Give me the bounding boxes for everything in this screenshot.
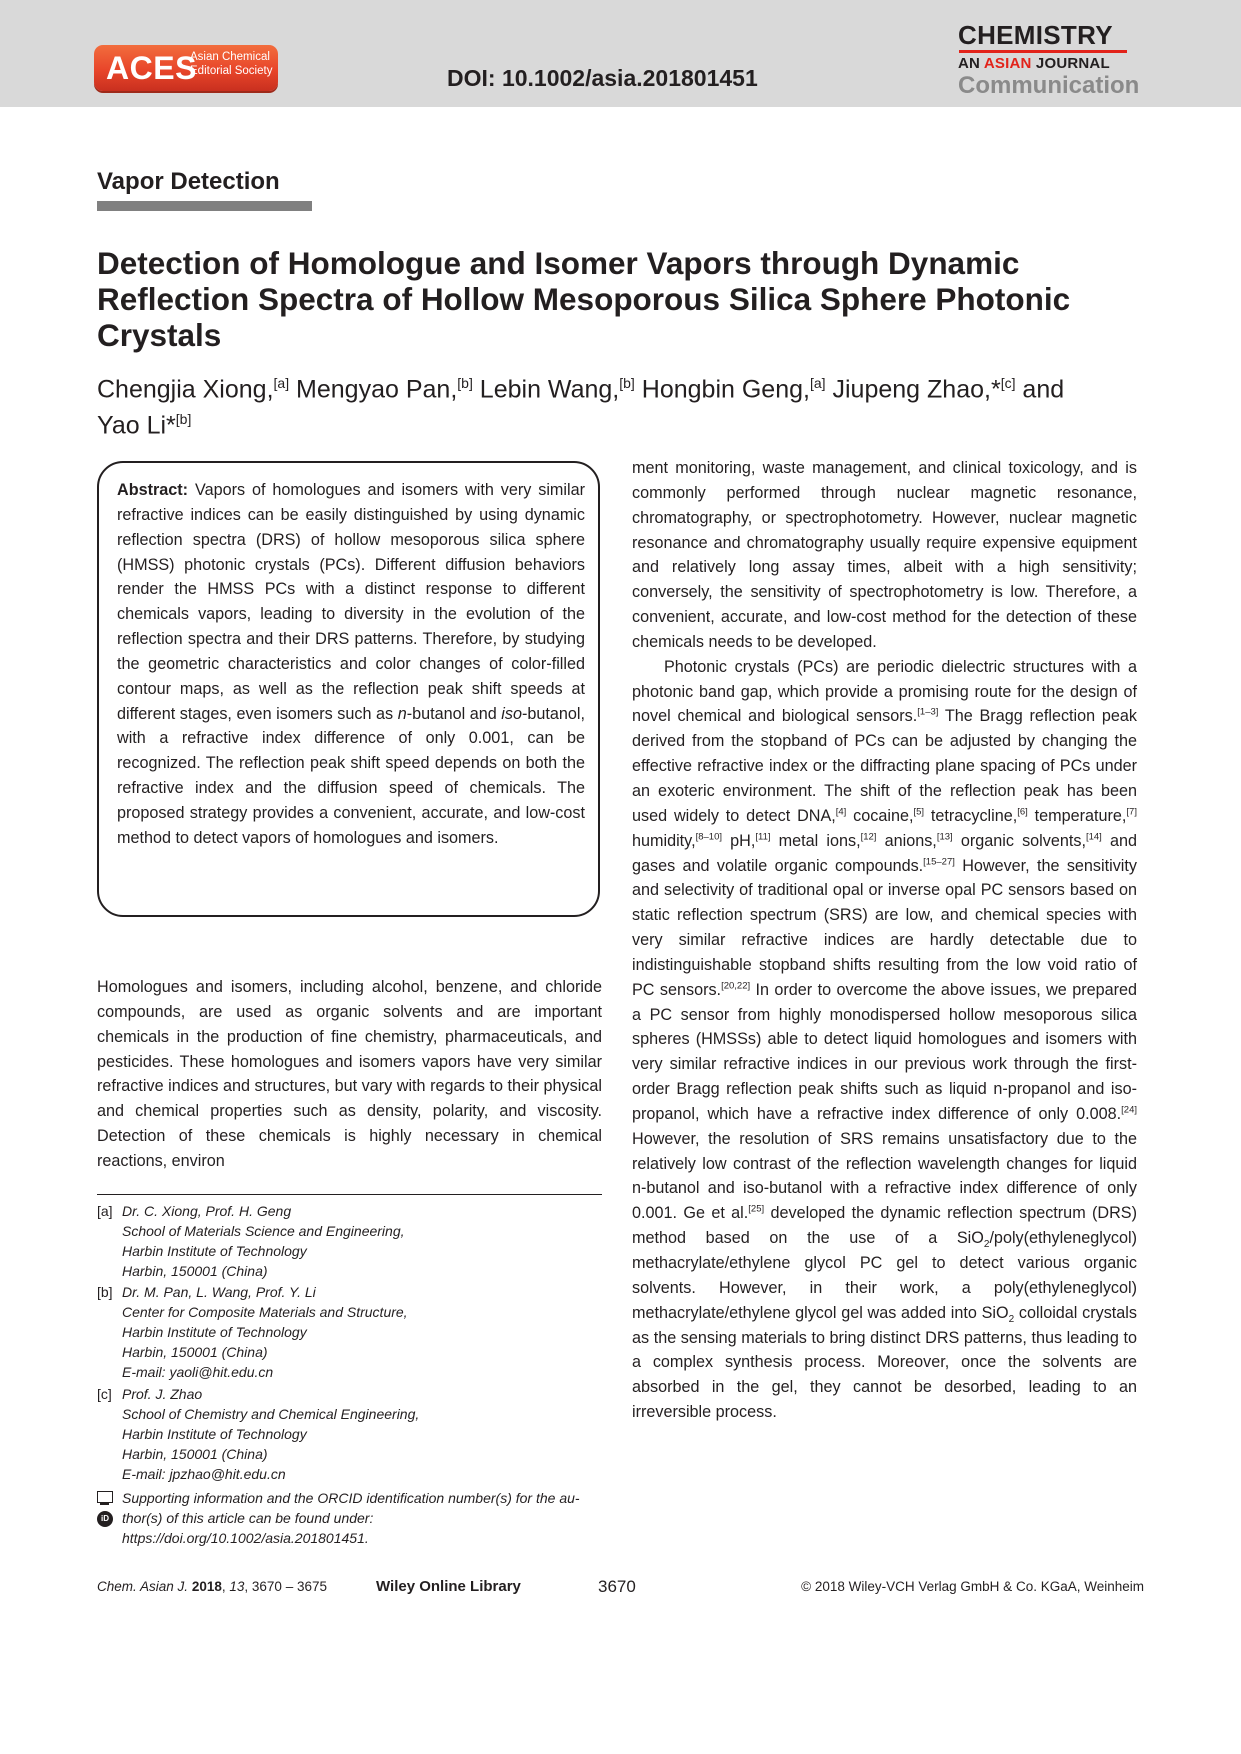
- affiliation-a: [97, 1201, 602, 1281]
- affiliation-rule: [97, 1194, 602, 1195]
- abstract-part: -butanol, with a refractive index difference of only 0.001, can be recognized. The reflection peak shift speed depends on both the refractive index and the diffusion speed of chemicals. The proposed strategy provides a convenient, accurate, and low-cost method to detect vapors of homologues and isomers.: [117, 704, 585, 847]
- doi-link[interactable]: DOI: 10.1002/asia.201801451: [447, 65, 758, 91]
- aces-sub-line1: Asian Chemical: [190, 51, 270, 63]
- footer-citation: Chem. Asian J. 2018, 13, 3670 – 3675: [97, 1579, 327, 1594]
- footer-copyright: © 2018 Wiley-VCH Verlag GmbH & Co. KGaA, Weinheim: [801, 1579, 1144, 1594]
- citation-ref[interactable]: [6]: [1017, 806, 1028, 818]
- aces-sub-line2: Editorial Society: [190, 65, 273, 77]
- supporting-line: thor(s) of this article can be found under:: [122, 1510, 374, 1526]
- citation-ref[interactable]: [13]: [936, 831, 953, 843]
- author-name[interactable]: Mengyao Pan,: [296, 375, 458, 404]
- author-affiliation: [c]: [1000, 375, 1016, 391]
- section-label: Vapor Detection: [97, 168, 280, 195]
- text-run: In order to overcome the above issues, we prepared a PC sensor from highly monodispersed hollow mesoporous silica spheres (HMSSs) able to detect liquid homologues and isomers with very similar refractive indices in our previous work through the first-order Bragg reflection peak shifts such as liquid n-propanol and iso-propanol, which have a refractive index difference of only 0.008.: [632, 980, 1137, 1123]
- text-run: anions,: [876, 831, 937, 850]
- abstract-italic: n: [397, 704, 407, 723]
- supporting-line: Supporting information and the ORCID identification number(s) for the au-: [122, 1490, 580, 1506]
- text-run: and gases and volatile organic compounds.: [632, 831, 1137, 875]
- article-type: Communication: [958, 72, 1140, 99]
- section-bar: [97, 201, 312, 211]
- affiliation-b: [97, 1282, 602, 1382]
- footer-journal: Chem. Asian J.: [97, 1579, 189, 1594]
- affiliation-line: School of Chemistry and Chemical Engineering,: [122, 1406, 420, 1422]
- text-run: colloidal crystals as the sensing materials to bring distinct DRS patterns, thus leading to a complex synthesis process. Moreover, once the solvents are absorbed in the gel, they cannot be desorbed, leading to an irreversible process.: [632, 1303, 1137, 1422]
- citation-ref[interactable]: [5]: [913, 806, 925, 818]
- abstract-part: -butanol and: [406, 704, 502, 723]
- text-run: developed the dynamic reflection spectrum (DRS) method based on the use of a SiO: [632, 1204, 1137, 1248]
- journal-masthead[interactable]: [958, 22, 1148, 99]
- abstract-text: [117, 478, 585, 851]
- affiliation-line: Harbin Institute of Technology: [122, 1426, 307, 1442]
- abstract-label: Abstract:: [117, 481, 189, 499]
- abstract-italic: iso: [501, 704, 522, 723]
- supporting-info-icon: [97, 1491, 113, 1503]
- affiliation-line: Harbin, 150001 (China): [122, 1263, 268, 1279]
- masthead-chemistry: CHEMISTRY: [958, 20, 1113, 50]
- affiliation-line: School of Materials Science and Engineering,: [122, 1223, 405, 1239]
- author-name[interactable]: Chengjia Xiong,: [97, 375, 274, 404]
- affiliation-email[interactable]: E-mail: jpzhao@hit.edu.cn: [122, 1466, 286, 1482]
- text-run: However, the resolution of SRS remains unsatisfactory due to the relatively low contrast of the reflection wavelength changes for liquid n-butanol and iso-butanol with a refractive index difference of only 0.001. Ge et al.: [632, 1129, 1137, 1223]
- author-name[interactable]: Jiupeng Zhao,*: [832, 375, 1001, 404]
- page-number: 3670: [598, 1577, 636, 1596]
- text-run: pH,: [722, 831, 756, 850]
- aces-logo[interactable]: [94, 45, 278, 91]
- author-name[interactable]: Yao Li*: [97, 411, 176, 440]
- affiliation-key: [b]: [97, 1284, 113, 1300]
- aces-logo-text: ACES: [106, 50, 197, 86]
- text-run: /poly(ethyleneglycol) methacrylate/ethylene glycol PC gel to detect various organic solvents. However, in their work, a poly(ethyleneglycol) methacrylate/ethylene glycol gel was added into SiO: [632, 1229, 1137, 1322]
- citation-ref[interactable]: [25]: [748, 1203, 765, 1215]
- author-name[interactable]: Hongbin Geng,: [641, 375, 810, 404]
- affiliation-key: [a]: [97, 1203, 113, 1219]
- footer-pages: , 3670 – 3675: [244, 1579, 327, 1594]
- wiley-online-library-link[interactable]: Wiley Online Library: [376, 1578, 521, 1595]
- masthead-journal-word: JOURNAL: [1031, 55, 1110, 72]
- author-affiliation: [a]: [273, 375, 290, 391]
- citation-ref[interactable]: [11]: [755, 831, 771, 843]
- affiliation-key: [c]: [97, 1386, 112, 1402]
- citation-ref[interactable]: [1–3]: [917, 707, 939, 719]
- authors-and: and: [1022, 375, 1065, 404]
- citation-ref[interactable]: [8–10]: [695, 831, 722, 843]
- author-list: [97, 368, 1147, 441]
- orcid-icon: iD: [97, 1511, 113, 1527]
- body-text-left: Homologues and isomers, including alcohol, benzene, and chloride compounds, are used as organic solvents and are important chemicals in the production of fine chemistry, pharmaceuticals, and pesticides. These homologues and isomers vapors have very similar refractive indices and structures, but vary with regards to their physical and chemical properties such as density, polarity, and viscosity. Detection of these chemicals is highly necessary in chemical reactions, environ: [97, 978, 602, 1170]
- citation-ref[interactable]: [14]: [1085, 831, 1102, 843]
- affiliation-line: Center for Composite Materials and Structure,: [122, 1304, 408, 1320]
- affiliation-line: Harbin, 150001 (China): [122, 1344, 268, 1360]
- text-run: The Bragg reflection peak derived from the stopband of PCs can be adjusted by changing the effective refractive index or the diffracting plane spacing of PCs under an exoteric environment. The shift of the reflection peak has been used widely to detect DNA,: [632, 707, 1137, 825]
- citation-ref[interactable]: [20,22]: [721, 980, 751, 992]
- affiliation-email[interactable]: E-mail: yaoli@hit.edu.cn: [122, 1364, 274, 1380]
- text-run: organic solvents,: [952, 831, 1086, 850]
- citation-ref[interactable]: [12]: [860, 831, 877, 843]
- author-affiliation: [b]: [175, 411, 192, 428]
- body-paragraph: [632, 655, 1137, 1425]
- text-run: Photonic crystals (PCs) are periodic dielectric structures with a photonic band gap, which provide a promising route for the design of novel chemical and biological sensors.: [632, 657, 1137, 726]
- author-affiliation: [a]: [809, 375, 826, 391]
- text-run: However, the sensitivity and selectivity of traditional opal or inverse opal PC sensors based on static reflection spectrum (SRS) are low, and chemical species with very similar refractive indices are hardly detectable due to indistinguishable stopband shifts resulting from the low void ratio of PC sensors.: [632, 856, 1137, 999]
- affiliation-line: Harbin, 150001 (China): [122, 1446, 268, 1462]
- abstract-part: Vapors of homologues and isomers with very similar refractive indices can be easily distinguished by using dynamic reflection spectra (DRS) of hollow mesoporous silica sphere (HMSS) photonic crystals (PCs). Different diffusion behaviors render the HMSS PCs with a distinct response to different chemicals vapors, leading to diversity in the evolution of the reflection spectra and their DRS patterns. Therefore, by studying the geometric characteristics and color changes of color-filled contour maps, as well as the reflection peak shift speeds at different stages, even isomers such as: [117, 481, 585, 723]
- subscript: 2: [1008, 1313, 1015, 1325]
- article-title: Detection of Homologue and Isomer Vapors through Dynamic Reflection Spectra of Hollow Mesoporous Silica Sphere Photonic Crystals: [97, 245, 1071, 353]
- aces-logo-subtitle: [190, 50, 272, 78]
- text-run: tetracycline,: [924, 806, 1018, 825]
- text-run: cocaine,: [846, 806, 914, 825]
- citation-ref[interactable]: [4]: [835, 806, 847, 818]
- supporting-info-note: [97, 1488, 602, 1548]
- affiliation-line: Dr. C. Xiong, Prof. H. Geng: [122, 1203, 292, 1219]
- author-name[interactable]: Lebin Wang,: [479, 375, 620, 404]
- masthead-rule: [959, 50, 1127, 53]
- text-run: metal ions,: [770, 831, 861, 850]
- affiliation-line: Dr. M. Pan, L. Wang, Prof. Y. Li: [122, 1284, 316, 1300]
- author-affiliation: [b]: [457, 375, 473, 391]
- affiliation-line: Prof. J. Zhao: [122, 1386, 203, 1402]
- affiliation-line: Harbin Institute of Technology: [122, 1324, 307, 1340]
- masthead-an: AN: [958, 55, 984, 72]
- text-run: humidity,: [632, 831, 696, 850]
- subscript: 2: [983, 1239, 990, 1251]
- author-affiliation: [b]: [619, 375, 635, 391]
- masthead-journal: [958, 55, 1148, 72]
- affiliation-line: Harbin Institute of Technology: [122, 1243, 307, 1259]
- masthead-asian: ASIAN: [983, 55, 1032, 72]
- footer-year: 2018: [191, 1579, 222, 1594]
- body-paragraph: ment monitoring, waste management, and clinical toxicology, and is commonly performed through nuclear magnetic resonance, chromatography, or spectrophotometry. However, nuclear magnetic resonance and chromatography usually require expensive equipment and relatively long assay times, albeit with a high sensitivity; conversely, the sensitivity of spectrophotometry is low. Therefore, a convenient, accurate, and low-cost method for the detection of these chemicals needs to be developed.: [632, 459, 1137, 651]
- citation-ref[interactable]: [24]: [1121, 1104, 1137, 1116]
- affiliation-c: [97, 1384, 602, 1484]
- citation-ref[interactable]: [15–27]: [923, 856, 955, 868]
- supporting-url[interactable]: https://doi.org/10.1002/asia.201801451.: [122, 1530, 369, 1546]
- footer-volume: 13: [229, 1579, 245, 1594]
- abstract-box: [97, 461, 600, 917]
- body-text-right: [632, 456, 1137, 1425]
- text-run: temperature,: [1027, 806, 1127, 825]
- citation-ref[interactable]: [7]: [1126, 806, 1137, 818]
